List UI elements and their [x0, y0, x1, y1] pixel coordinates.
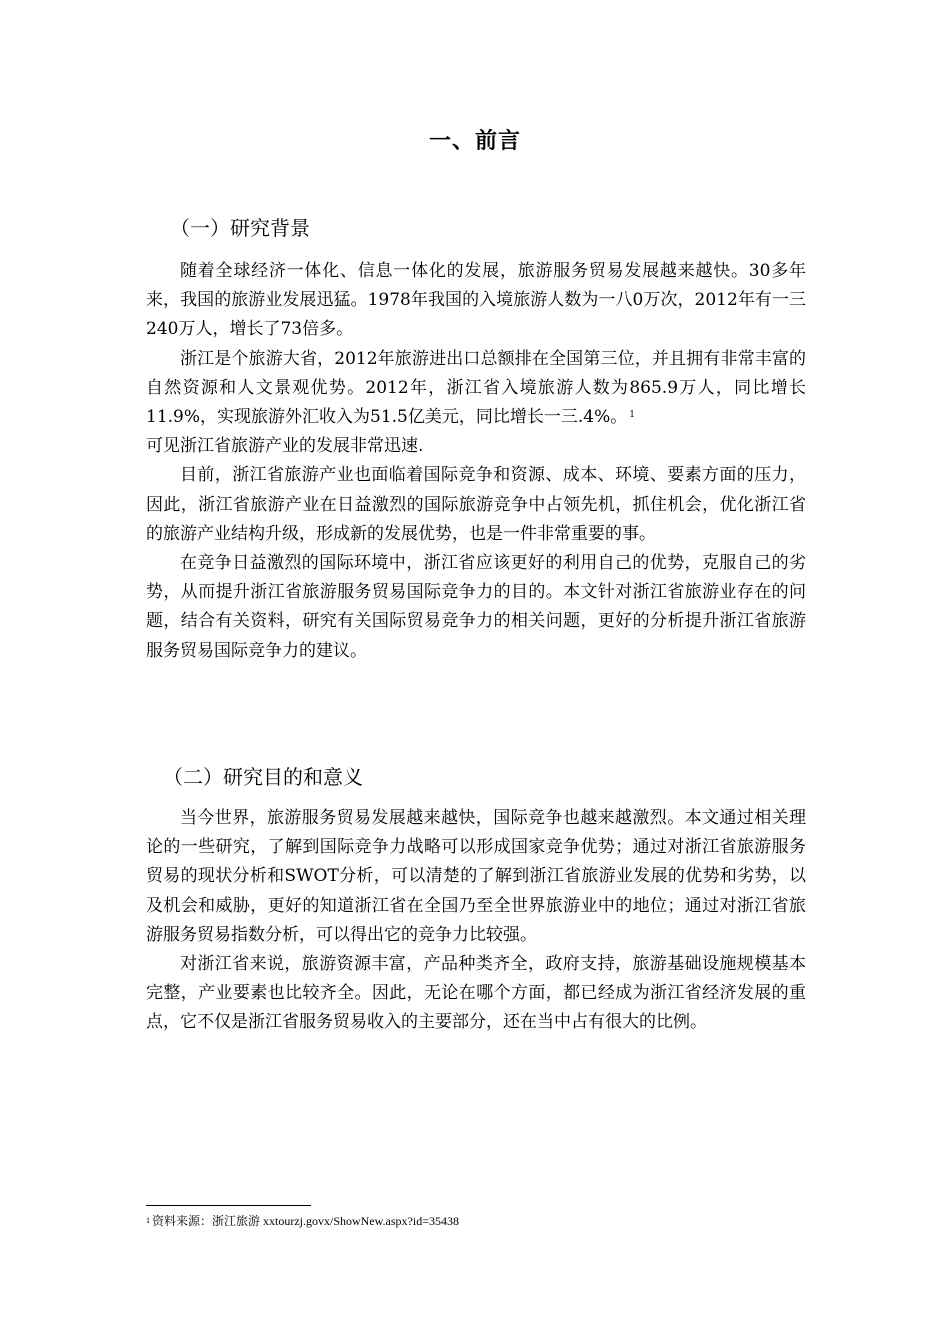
footnote-separator: [146, 1205, 311, 1206]
section-body-background: [146, 257, 806, 666]
section-heading-background: （一）研究背景: [170, 216, 310, 240]
paragraph: 目前，浙江省旅游产业也面临着国际竞争和资源、成本、环境、要素方面的压力，因此，浙江省旅游产业在日益激烈的国际旅游竞争中占领先机，抓住机会，优化浙江省的旅游产业结构升级，形成新的发展优势，也是一件非常重要的事。: [146, 465, 806, 544]
paragraph: 随着全球经济一体化、信息一体化的发展，旅游服务贸易发展越来越快。30多年来，我国的旅游业发展迅猛。1978年我国的入境旅游人数为一八0万次，2012年有一三240万人，增长了73倍多。: [146, 261, 806, 340]
paragraph: 对浙江省来说，旅游资源丰富，产品种类齐全，政府支持，旅游基础设施规模基本完整，产业要素也比较齐全。因此，无论在哪个方面，都已经成为浙江省经济发展的重点，它不仅是浙江省服务贸易收入的主要部分，还在当中占有很大的比例。: [146, 954, 806, 1033]
paragraph-tail: 可见浙江省旅游产业的发展非常迅速.: [146, 436, 424, 457]
paragraph: 在竞争日益激烈的国际环境中，浙江省应该更好的利用自己的优势，克服自己的劣势，从而提升浙江省旅游服务贸易国际竞争力的目的。本文针对浙江省旅游业存在的问题，结合有关资料，研究有关国际贸易竞争力的相关问题，更好的分析提升浙江省旅游服务贸易国际竞争力的建议。: [146, 553, 806, 661]
footnote-reference[interactable]: 1: [629, 410, 635, 421]
footnote: [146, 1212, 806, 1230]
footnote-text: 资料来源：浙江旅游 xxtourzj.govx/ShowNew.aspx?id=35438: [152, 1214, 459, 1228]
footnote-mark: 1: [146, 1216, 150, 1225]
section-body-purpose: [146, 804, 806, 1038]
chapter-title: 一、前言: [428, 129, 521, 154]
paragraph: [146, 345, 806, 462]
section-heading-purpose: （二）研究目的和意义: [163, 765, 363, 789]
paragraph: 当今世界，旅游服务贸易发展越来越快，国际竞争也越来越激烈。本文通过相关理论的一些研究，了解到国际竞争力战略可以形成国家竞争优势；通过对浙江省旅游服务贸易的现状分析和SWOT分析，可以清楚的了解到浙江省旅游业发展的优势和劣势，以及机会和威胁，更好的知道浙江省在全国乃至全世界旅游业中的地位；通过对浙江省旅游服务贸易指数分析，可以得出它的竞争力比较强。: [146, 808, 806, 945]
paragraph-text: 浙江是个旅游大省，2012年旅游进出口总额排在全国第三位，并且拥有非常丰富的自然资源和人文景观优势。2012年，浙江省入境旅游人数为865.9万人，同比增长11.9%，实现旅游外汇收入为51.5亿美元，同比增长一三.4%。: [146, 348, 806, 428]
